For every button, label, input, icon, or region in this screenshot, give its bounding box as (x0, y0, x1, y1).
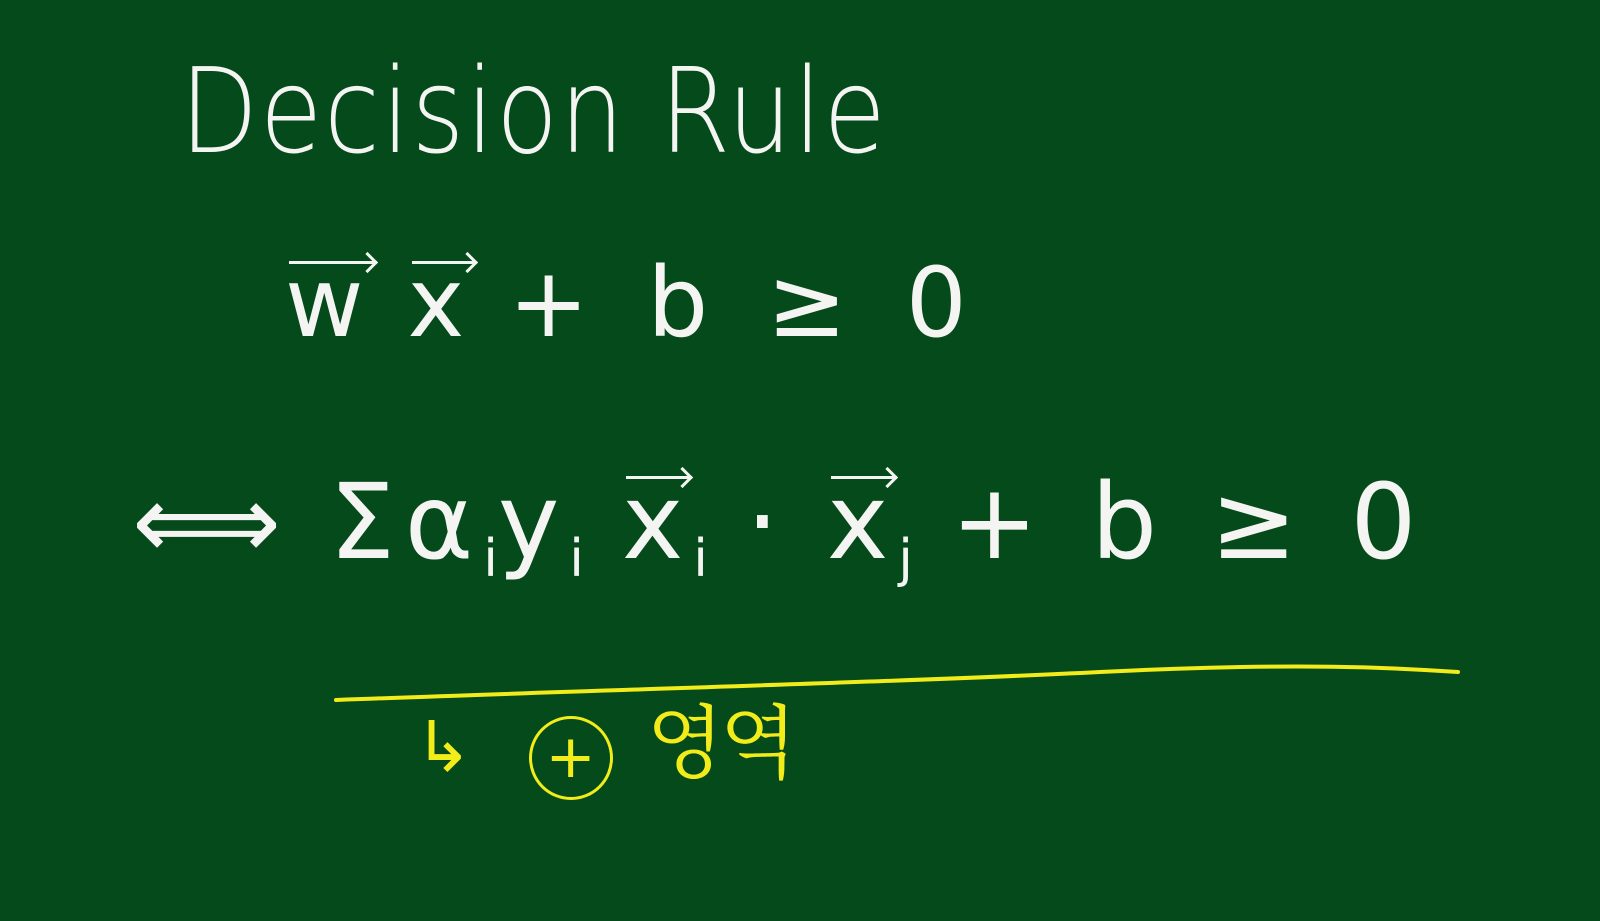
title-decision-rule: Decision Rule (180, 42, 888, 180)
subscript-i-alpha: i (483, 529, 498, 589)
equation-primal-rest: + b ≥ 0 (508, 247, 981, 359)
label-y: y (497, 461, 570, 583)
annotation-label: 영역 (646, 697, 794, 790)
hook-arrow-icon: ↳ (414, 706, 473, 788)
sum-alpha: Σα (329, 461, 484, 583)
subscript-i-y: i (569, 529, 584, 589)
vector-x: x (407, 247, 479, 359)
vector-x-i: x (621, 461, 694, 583)
vector-x-j: x (826, 461, 899, 583)
dot-product-symbol: · (745, 461, 789, 583)
annotation-positive-region (414, 697, 794, 800)
subscript-i-x: i (693, 529, 708, 589)
subscript-j: j (898, 529, 913, 589)
vector-w: w (285, 247, 378, 359)
circled-plus-icon: + (529, 716, 613, 800)
iff-symbol: ⟺ (132, 461, 292, 583)
equation-dual-rest: + b ≥ 0 (950, 461, 1427, 583)
